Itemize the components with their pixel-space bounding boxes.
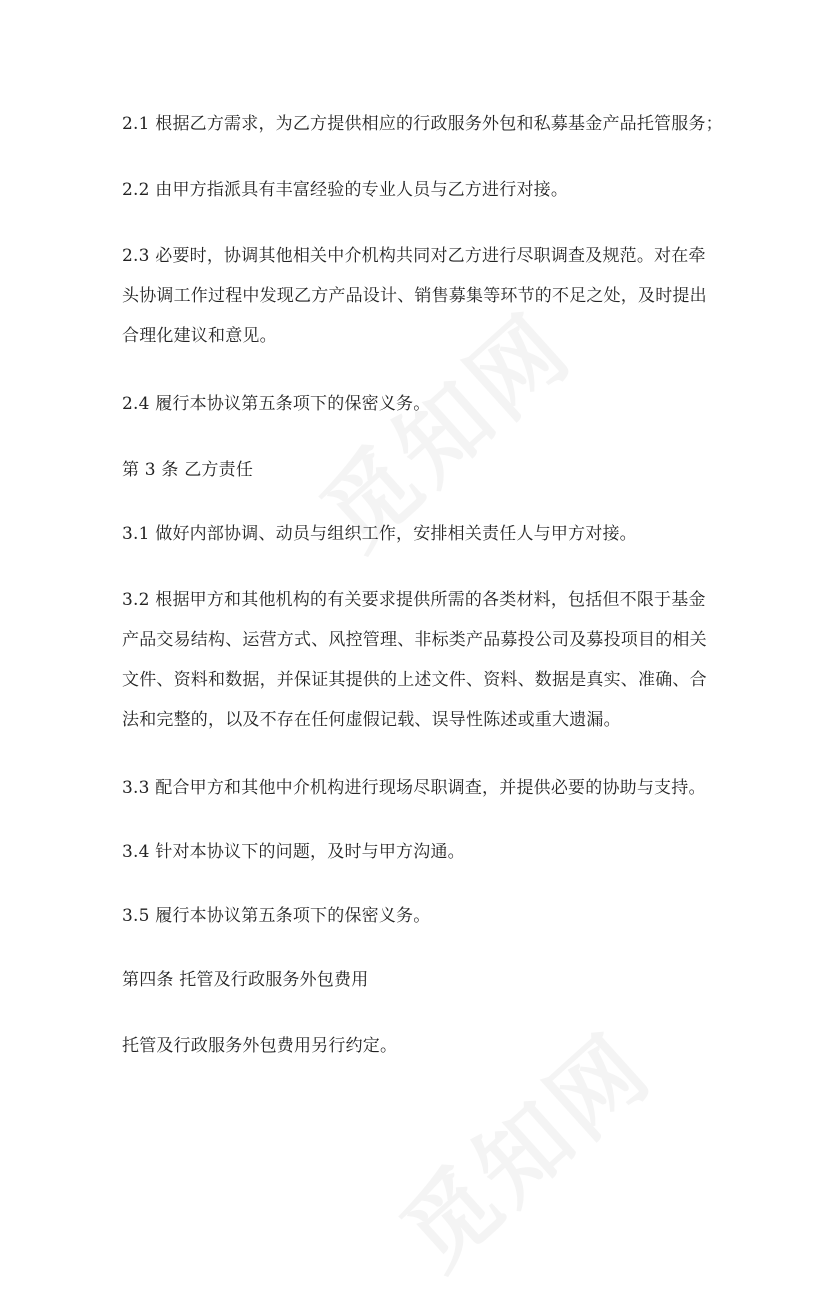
clause-3-3: 3.3 配合甲方和其他中介机构进行现场尽职调查，并提供必要的协助与支持。	[122, 778, 706, 798]
clause-2-1: 2.1 根据乙方需求，为乙方提供相应的行政服务外包和私募基金产品托管服务；	[122, 114, 723, 134]
clause-3-4: 3.4 针对本协议下的问题，及时与甲方沟通。	[122, 842, 465, 862]
clause-3-1: 3.1 做好内部协调、动员与组织工作，安排相关责任人与甲方对接。	[122, 524, 637, 544]
clause-3-5: 3.5 履行本协议第五条项下的保密义务。	[122, 906, 431, 926]
clause-3-2: 3.2 根据甲方和其他机构的有关要求提供所需的各类材料，包括但不限于基金产品交易结构、运营方式、风控管理、非标类产品募投公司及募投项目的相关文件、资料和数据，并保证其提供的上述文件、资料、数据是真实、准确、合法和完整的，以及不存在任何虚假记载、误导性陈述或重大遗漏。	[122, 590, 707, 730]
section-heading-4: 第四条 托管及行政服务外包费用	[122, 970, 369, 990]
section-heading-3: 第 3 条 乙方责任	[122, 460, 254, 480]
clause-2-3: 2.3 必要时，协调其他相关中介机构共同对乙方进行尽职调查及规范。对在牵头协调工作过程中发现乙方产品设计、销售募集等环节的不足之处，及时提出合理化建议和意见。	[122, 246, 707, 346]
clause-2-2: 2.2 由甲方指派具有丰富经验的专业人员与乙方进行对接。	[122, 180, 569, 200]
clause-2-4: 2.4 履行本协议第五条项下的保密义务。	[122, 394, 431, 414]
fee-clause: 托管及行政服务外包费用另行约定。	[122, 1036, 398, 1056]
